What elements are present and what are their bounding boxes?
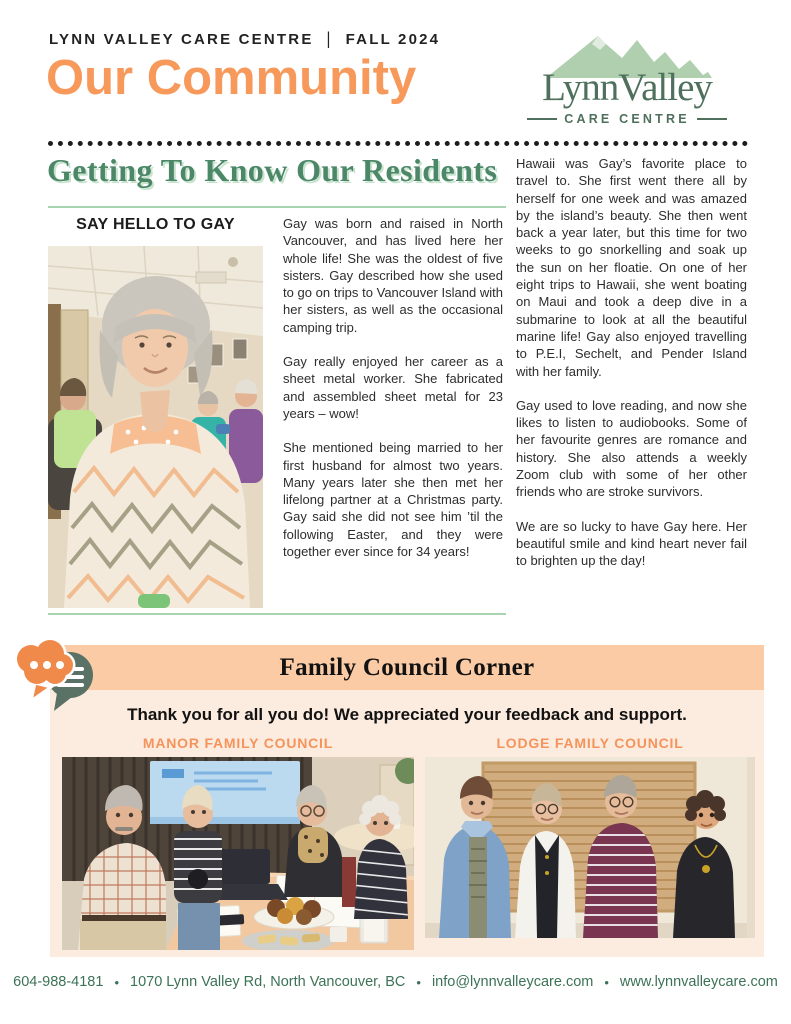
green-rule-bottom	[48, 613, 506, 615]
family-council-heading: Family Council Corner	[279, 653, 535, 681]
issue-kicker-separator: |	[326, 29, 333, 50]
paragraph: Hawaii was Gay’s favorite place to travel to. She first went there all by herself for one week and was amazed by the island’s beauty. She then went back a year later, but this time for two weeks to go snorkelling and soak up the sun on her floatie. On one of her eight trips to Hawaii, she went boating on Maui and took a deep dive in a submarine to look at all the beautiful marine life! Gay also enjoyed travelling to P.E.I, Sechelt, and Pender Island with her family.	[516, 156, 747, 379]
article-middle-column	[283, 215, 503, 577]
footer-phone: 604-988-4181	[13, 974, 104, 990]
family-council-section	[50, 645, 764, 957]
issue-kicker-season: FALL 2024	[345, 31, 441, 48]
issue-kicker	[49, 31, 440, 48]
green-rule-top	[48, 206, 506, 208]
page-title: Our Community	[46, 51, 417, 105]
footer-email-link[interactable]: info@lynnvalleycare.com	[431, 974, 594, 990]
footer-contact-bar	[0, 974, 791, 990]
paragraph: Gay was born and raised in North Vancouver, and has lived here her whole life! She was the oldest of five sisters. Gay described how she used to go on trips to Vancouver Island with her sisters, as well as the occasional camping trip.	[283, 216, 503, 335]
logo-subtitle-row	[503, 112, 751, 126]
lodge-council-label: LODGE FAMILY COUNCIL	[496, 735, 684, 751]
article-right-column	[516, 155, 747, 587]
lodge-council-figure	[425, 735, 755, 938]
paragraph: Gay really enjoyed her career as a sheet metal worker. She fabricated and assembled sheet metal for 23 years – wow!	[283, 354, 503, 421]
footer-address: 1070 Lynn Valley Rd, North Vancouver, BC	[130, 974, 406, 990]
footer-bullet: •	[114, 974, 119, 990]
logo-wordmark: LynnValley	[542, 66, 712, 109]
manor-council-photo	[62, 757, 414, 950]
manor-council-label: MANOR FAMILY COUNCIL	[142, 735, 334, 751]
family-council-body	[50, 690, 764, 957]
paragraph: Gay used to love reading, and now she likes to listen to audiobooks. Some of her favourite genres are romance and history. She also attends a weekly Zoom club with some of her other friends who are stroke survivors.	[516, 397, 747, 500]
lodge-council-photo	[425, 757, 755, 938]
gay-photo-caption: SAY HELLO TO GAY	[76, 216, 235, 233]
family-council-header-band	[50, 645, 764, 690]
lynn-valley-logo	[503, 24, 751, 126]
dotted-divider	[48, 141, 748, 146]
speech-bubbles-icon	[7, 637, 99, 722]
paragraph: We are so lucky to have Gay here. Her beautiful smile and kind heart never fail to brighten up the day!	[516, 518, 747, 569]
residents-heading: Getting To Know Our Residents	[47, 152, 498, 188]
paragraph: She mentioned being married to her first husband for almost two years. Many years later she then met her lifelong partner at a Christmas party. Gay said she did not see him ’til the following Easter, and they were together ever since for 34 years!	[283, 440, 503, 560]
logo-dash-left	[527, 118, 557, 120]
logo-subtitle: CARE CENTRE	[564, 111, 690, 126]
family-council-message: Thank you for all you do! We appreciated your feedback and support.	[127, 705, 687, 724]
footer-website-link[interactable]: www.lynnvalleycare.com	[619, 974, 778, 990]
logo-dash-right	[697, 118, 727, 120]
manor-council-figure	[62, 735, 414, 950]
footer-bullet: •	[416, 974, 421, 990]
footer-bullet: •	[604, 974, 609, 990]
issue-kicker-centre: LYNN VALLEY CARE CENTRE	[49, 31, 314, 48]
gay-photo	[48, 246, 263, 608]
